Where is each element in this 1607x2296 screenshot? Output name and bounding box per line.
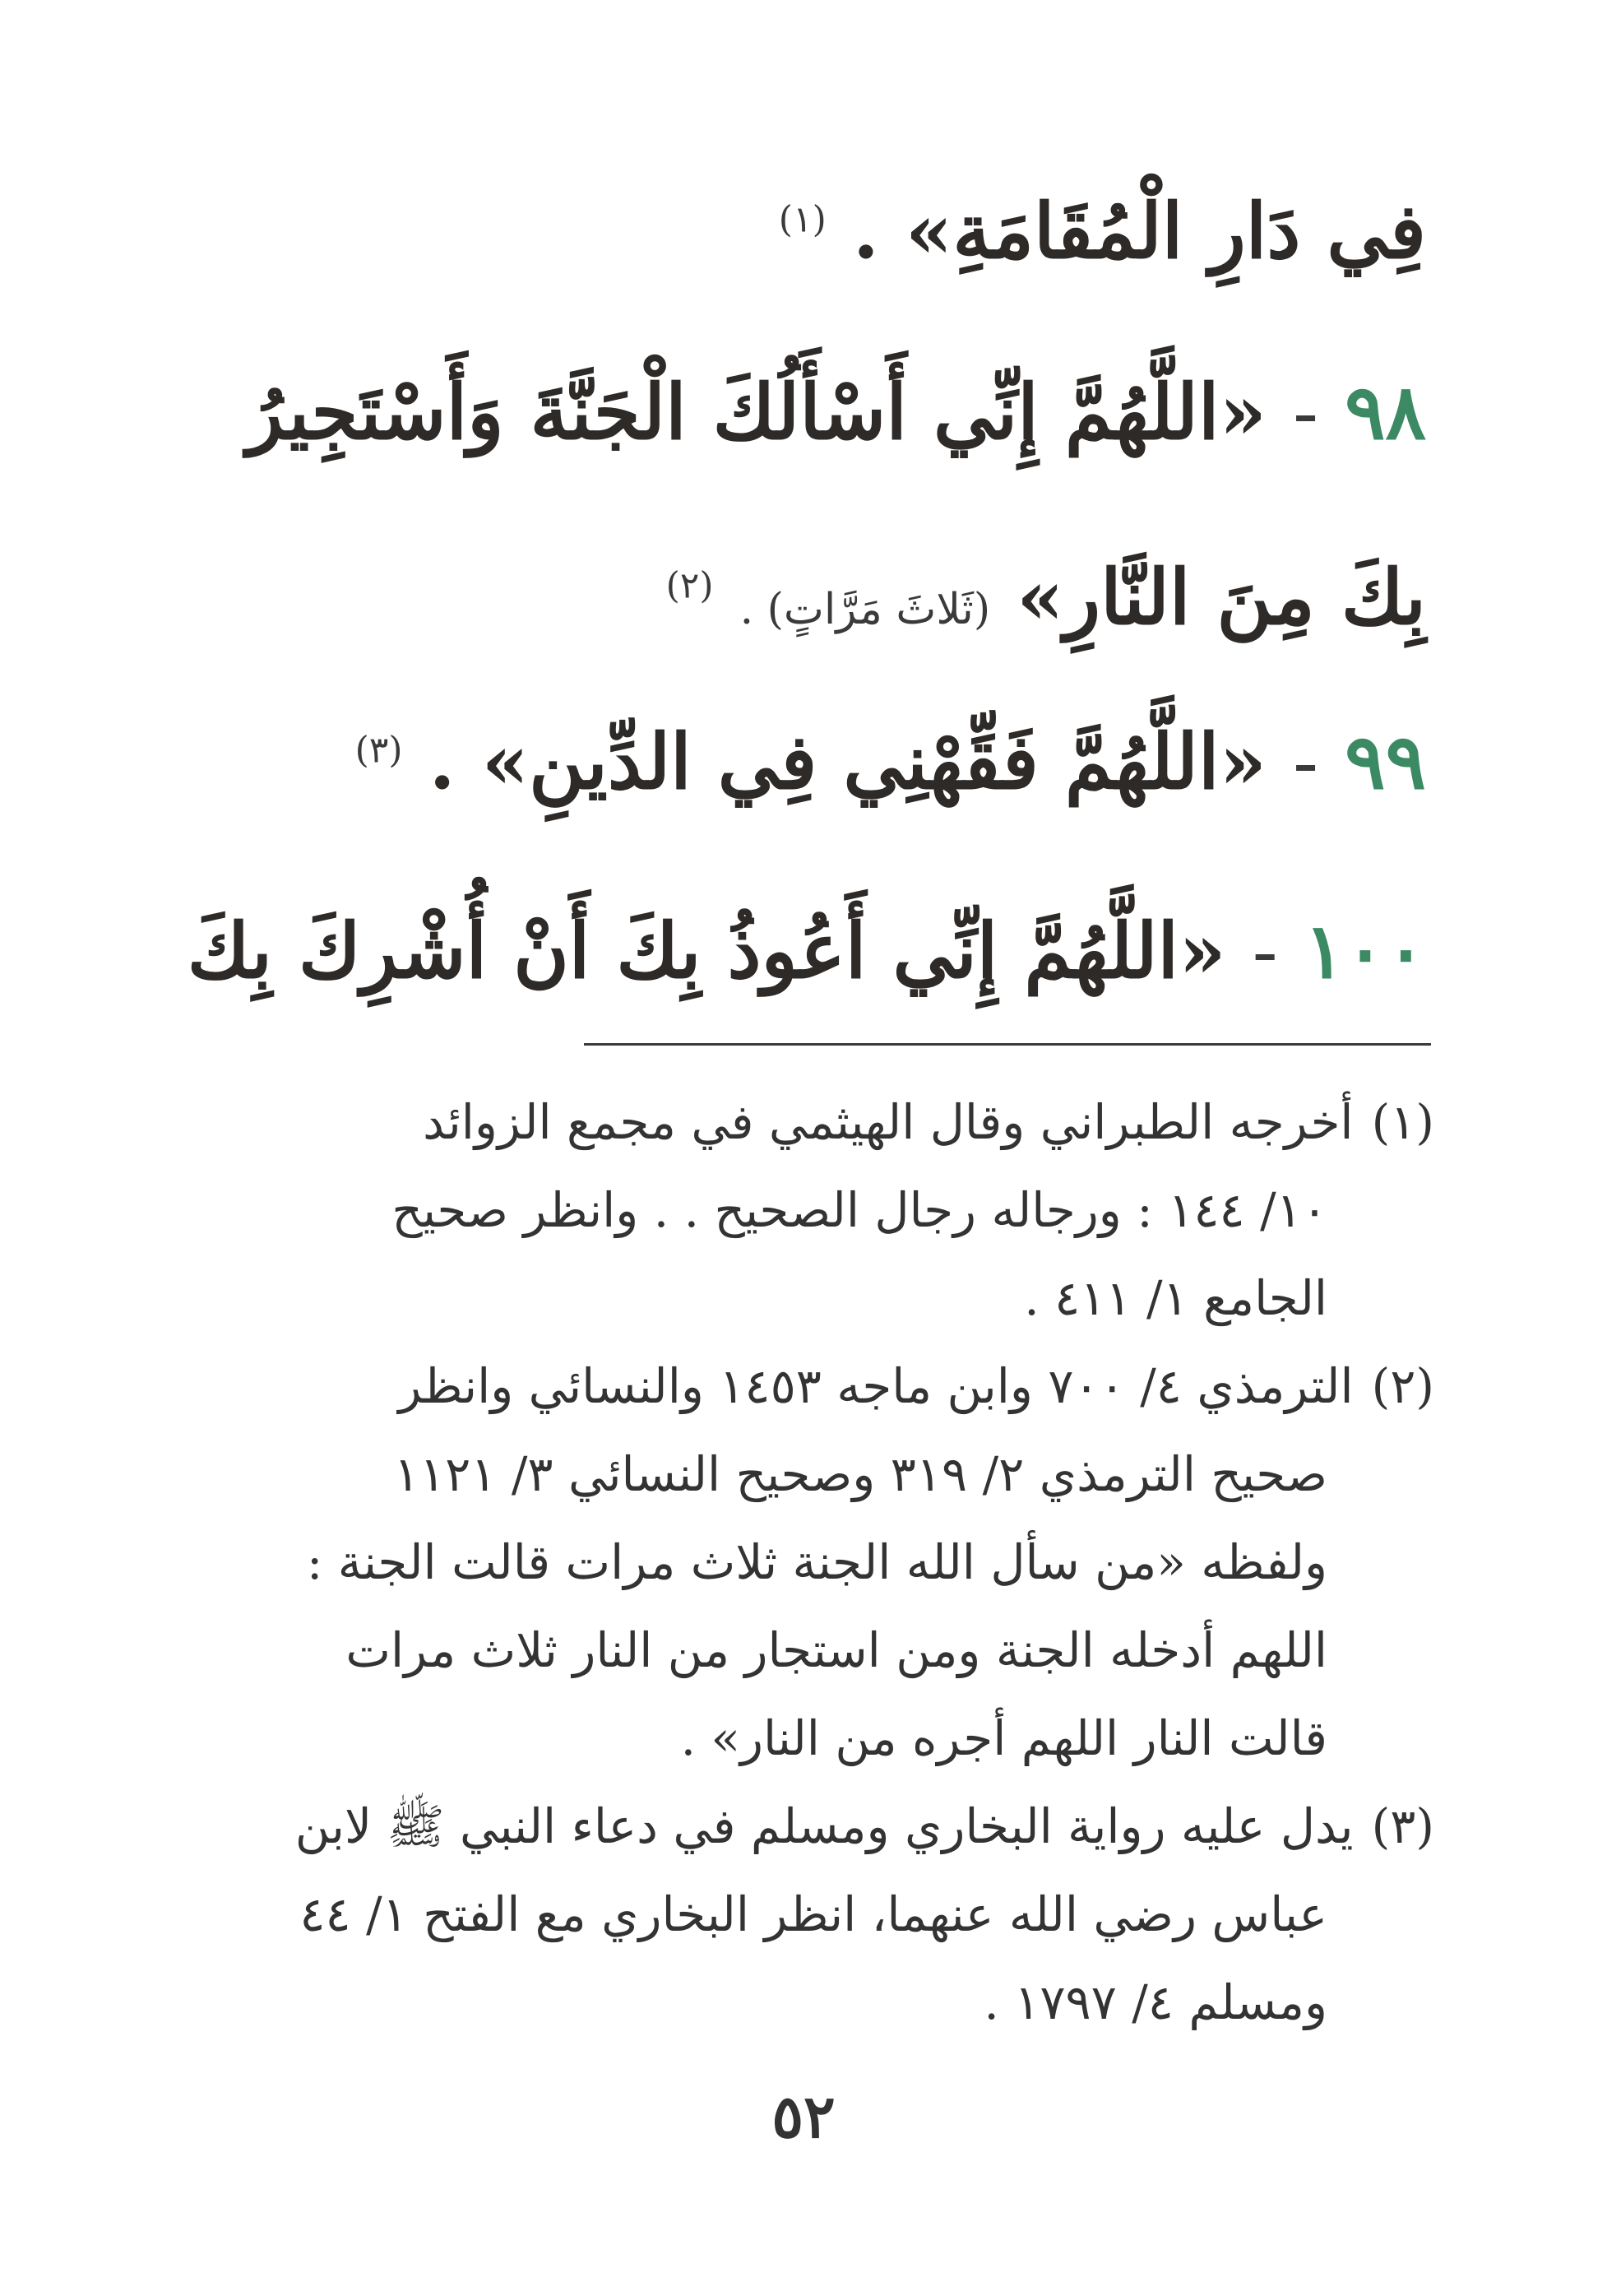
continuation-line (197, 187, 1426, 276)
footnote-2-line-4 (197, 1622, 1327, 1678)
footnote-1-label: (١) (1371, 1094, 1434, 1150)
supplication-100 (187, 907, 1426, 995)
footnote-line: الترمذي ٤/ ٧٠٠ وابن ماجه ١٤٥٣ والنسائي وانظر (398, 1358, 1354, 1414)
footnote-separator (584, 1043, 1431, 1046)
footnote-line: ١٠/ ١٤٤ : ورجاله رجال الصحيح . . وانظر صحيح (391, 1182, 1327, 1238)
item-dash: - (1293, 718, 1319, 806)
item-number-99: ٩٩ (1345, 717, 1426, 806)
footnote-line: ولفظه «من سأل الله الجنة ثلاث مرات قالت الجنة : (306, 1534, 1327, 1590)
footnote-2-line-5 (197, 1710, 1327, 1766)
footnote-3-line-2 (197, 1886, 1327, 1942)
footnote-2-line-3 (197, 1534, 1327, 1590)
footnote-1-line-1 (197, 1094, 1434, 1150)
footnote-3-line-1 (197, 1798, 1434, 1854)
continuation-text: فِي دَارِ الْمُقَامَةِ» . (852, 187, 1426, 276)
footnote-ref-2: (٢) (665, 564, 714, 607)
footnote-line: الجامع ١/ ٤١١ . (1024, 1270, 1327, 1326)
footnote-3-line-3 (197, 1974, 1327, 2030)
item-number-100: ١٠٠ (1304, 907, 1426, 995)
footnote-line: صحيح الترمذي ٢/ ٣١٩ وصحيح النسائي ٣/ ١١٢١ (393, 1446, 1327, 1502)
footnote-1-line-2 (197, 1182, 1327, 1238)
footnote-line: أخرجه الطبراني وقال الهيثمي في مجمع الزوائد (423, 1094, 1354, 1150)
footnote-line: قالت النار اللهم أجره من النار» . (680, 1710, 1327, 1766)
supplication-99-text: «اللَّهُمَّ فَقِّهْنِي فِي الدِّينِ» . (428, 717, 1267, 806)
supplication-98-line-2 (197, 553, 1426, 642)
footnote-line: عباس رضي الله عنهما، انظر البخاري مع الفتح ١/ ٤٤ (299, 1886, 1327, 1942)
footnote-line: يدل عليه رواية البخاري ومسلم في دعاء النبي ﷺ لابن (294, 1798, 1354, 1854)
footnote-1-line-3 (197, 1270, 1327, 1326)
footnote-ref-1: (١) (778, 198, 827, 241)
page-number: ٥٢ (771, 2081, 836, 2151)
supplication-98-line-1 (197, 368, 1426, 457)
item-dash: - (1293, 369, 1319, 457)
footnote-ref-3: (٣) (354, 729, 403, 772)
item-dash: - (1252, 907, 1278, 995)
footnote-3-label: (٣) (1371, 1798, 1434, 1854)
footnote-line: ومسلم ٤/ ١٧٩٧ . (984, 1974, 1327, 2030)
item-number-98: ٩٨ (1345, 368, 1426, 457)
footnote-2-line-2 (197, 1446, 1327, 1502)
supplication-98-text-1: «اللَّهُمَّ إِنِّي أَسْأَلُكَ الْجَنَّةَ وَأَسْتَجِيرُ (246, 368, 1267, 457)
supplication-98-text-2: بِكَ مِنَ النَّارِ» (1017, 553, 1426, 642)
footnote-2-line-1 (197, 1358, 1434, 1414)
supplication-99 (197, 717, 1426, 806)
repetition-note: (ثَلاثَ مَرَّاتٍ) . (739, 585, 991, 634)
supplication-100-text: «اللَّهُمَّ إِنِّي أَعُوذُ بِكَ أَنْ أُشْرِكَ بِكَ (187, 907, 1226, 995)
footnote-line: اللهم أدخله الجنة ومن استجار من النار ثلاث مرات (345, 1622, 1327, 1678)
footnote-2-label: (٢) (1371, 1358, 1434, 1414)
